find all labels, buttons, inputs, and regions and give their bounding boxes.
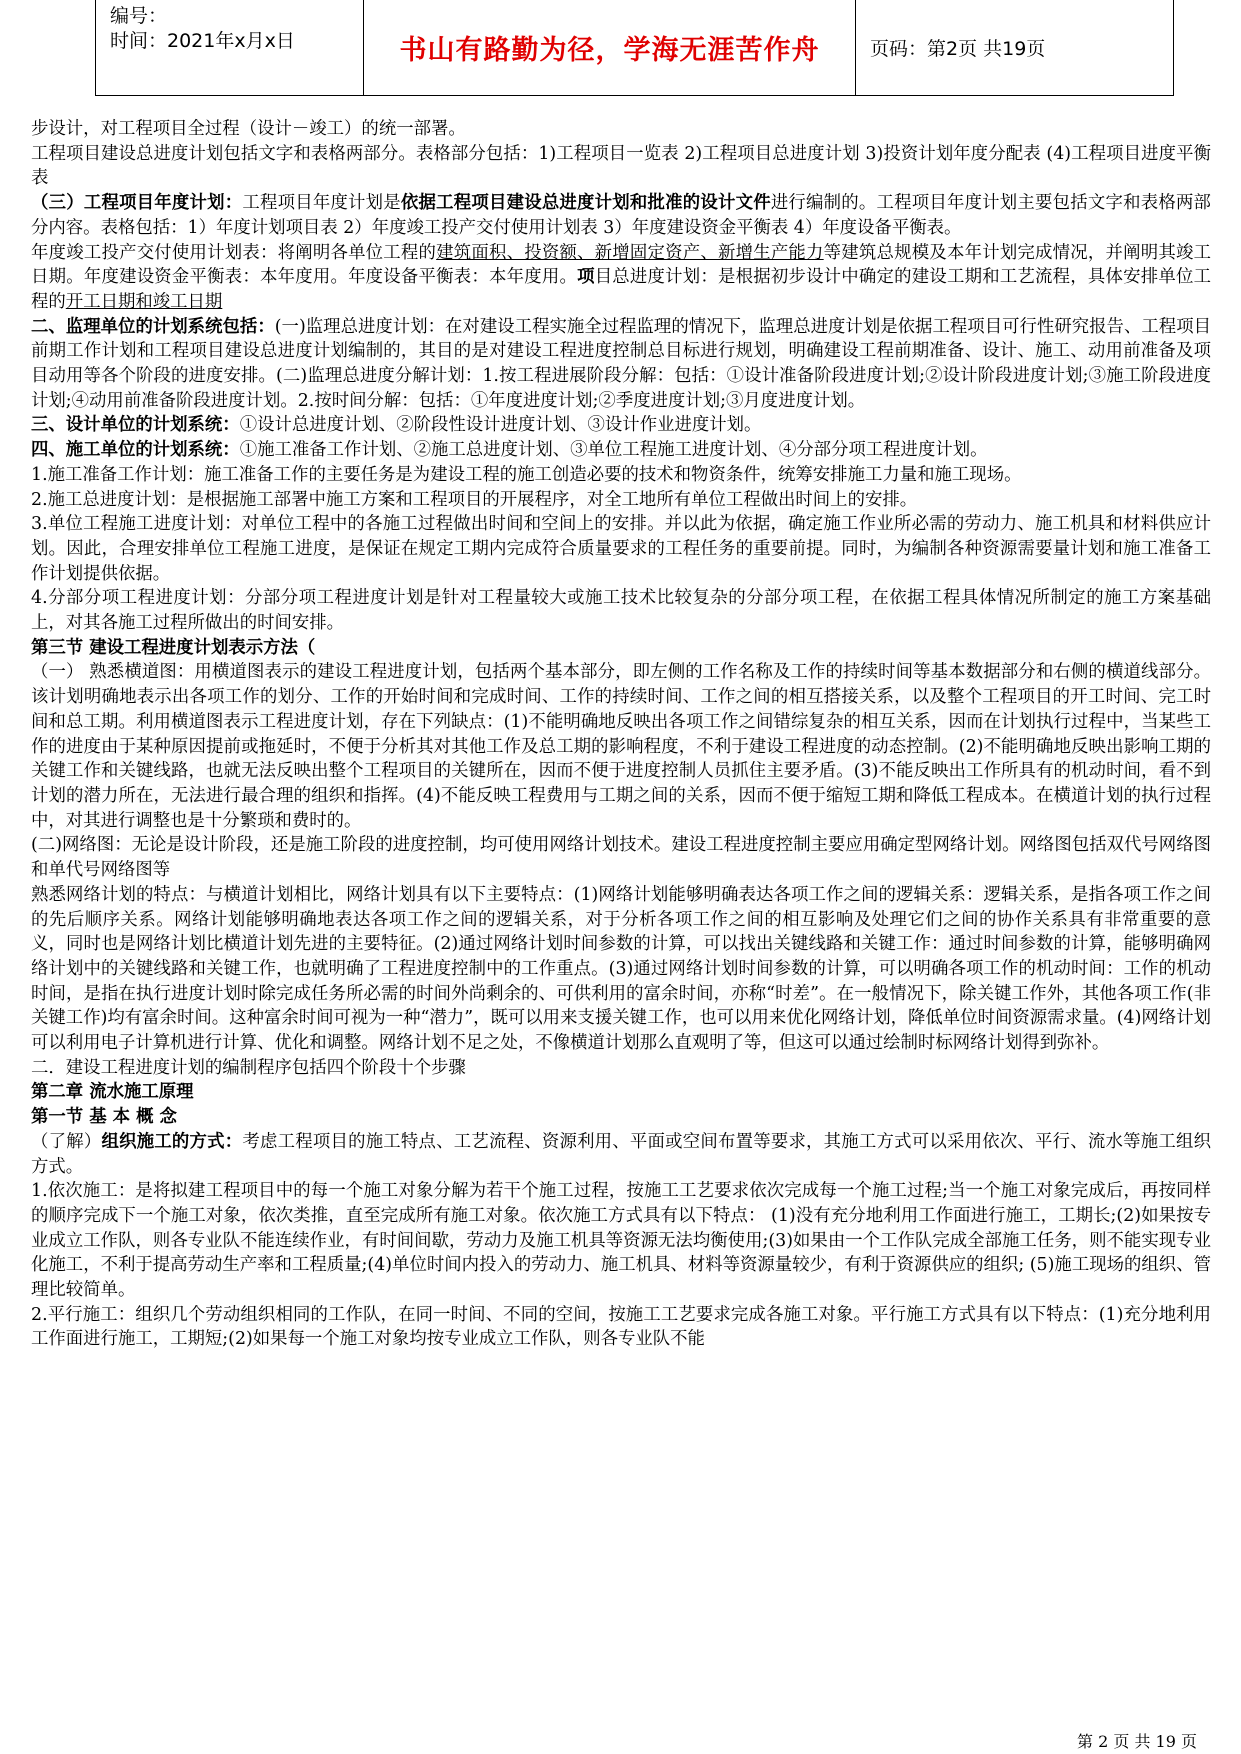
paragraph: 四、施工单位的计划系统：①施工准备工作计划、②施工总进度计划、③单位工程施工进度计划、④分部分项工程进度计划。	[31, 440, 988, 461]
paragraph: 二、监理单位的计划系统包括：(一)监理总进度计划：在对建设工程实施全过程监理的情况下，监理总进度计划是依据工程项目可行性研究报告、工程项目前期工作计划和工程项目建设总进度计划编制的，其目的是对建设工程进度控制总目标进行规划，明确建设工程前期准备、设计、施工、动用前准备及项目动用等各个阶段的进度安排。(二)监理总进度分解计划：1.按工程进展阶段分解：包括：①设计准备阶段进度计划;②设计阶段进度计划;③施工阶段进度计划;④动用前准备阶段进度计划。2.按时间分解：包括：①年度进度计划;②季度进度计划;③月度进度计划。	[31, 316, 1211, 411]
paragraph: 二．建设工程进度计划的编制程序包括四个阶段十个步骤	[31, 1057, 466, 1078]
paragraph: 1.依次施工：是将拟建工程项目中的每一个施工对象分解为若干个施工过程，按施工工艺要求依次完成每一个施工过程;当一个施工对象完成后，再按同样的顺序完成下一个施工对象，依次类推，直至完成所有施工对象。依次施工方式具有以下特点： (1)没有充分地利用工作面进行施工，工期长;(2)如果按专业成立工作队，则各专业队不能连续作业，有时间间歇，劳动力及施工机具等资源无法均衡使用;(3)如果由一个工作队完成全部施工任务，则不能实现专业化施工，不利于提高劳动生产率和工程质量;(4)单位时间内投入的劳动力、施工机具、材料等资源量较少，有利于资源供应的组织; (5)施工现场的组织、管理比较简单。	[31, 1181, 1211, 1301]
paragraph: （一） 熟悉横道图：用横道图表示的建设工程进度计划，包括两个基本部分，即左侧的工作名称及工作的持续时间等基本数据部分和右侧的横道线部分。该计划明确地表示出各项工作的划分、工作的开始时间和完成时间、工作的持续时间、工作之间的相互搭接关系，以及整个工程项目的开工时间、完工时间和总工期。利用横道图表示工程进度计划，存在下列缺点：(1)不能明确地反映出各项工作之间错综复杂的相互关系，因而在计划执行过程中，当某些工作的进度由于某种原因提前或拖延时，不便于分析其对其他工作及总工期的影响程度，不利于建设工程进度的动态控制。(2)不能明确地反映出影响工期的关键工作和关键线路，也就无法反映出整个工程项目的关键所在，因而不便于进度控制人员抓住主要矛盾。(3)不能反映出工作所具有的机动时间，看不到计划的潜力所在，无法进行最合理的组织和指挥。(4)不能反映工程费用与工期之间的关系，因而不便于缩短工期和降低工程成本。在横道计划的执行过程中，对其进行调整也是十分繁琐和费时的。	[31, 662, 1211, 831]
paragraph: 年度竣工投产交付使用计划表：将阐明各单位工程的建筑面积、投资额、新增固定资产、新增生产能力等建筑总规模及本年计划完成情况，并阐明其竣工日期。年度建设资金平衡表：本年度用。年度设备平衡表：本年度用。项目总进度计划：是根据初步设计中确定的建设工期和工艺流程，具体安排单位工程的开工日期和竣工日期	[31, 242, 1211, 312]
chapter-title: 第二章 流水施工原理	[31, 1082, 194, 1103]
section-heading: （三）工程项目年度计划：	[31, 193, 243, 214]
paragraph: 4.分部分项工程进度计划：分部分项工程进度计划是针对工程量较大或施工技术比较复杂的分部分项工程，在依据工程具体情况所制定的施工方案基础上，对其各施工过程所做出的时间安排。	[31, 588, 1211, 634]
section-heading: 四、施工单位的计划系统：	[31, 440, 240, 461]
header-motto: 书山有路勤为径，学海无涯苦作舟	[364, 0, 856, 95]
paragraph: 3.单位工程施工进度计划：对单位工程中的各施工过程做出时间和空间上的安排。并以此为依据，确定施工作业所必需的劳动力、施工机具和材料供应计划。因此，合理安排单位工程施工进度，是保证在规定工期内完成符合质量要求的工程任务的重要前提。同时，为编制各种资源需要量计划和施工准备工作计划提供依据。	[31, 514, 1211, 584]
page-header	[95, 0, 1174, 96]
section-heading: 二、监理单位的计划系统包括：	[31, 316, 275, 337]
time-label: 时间：2021年x月x日	[110, 30, 295, 52]
paragraph: （三）工程项目年度计划：工程项目年度计划是依据工程项目建设总进度计划和批准的设计文件进行编制的。工程项目年度计划主要包括文字和表格两部分内容。表格包括：1）年度计划项目表 2）年度竣工投产交付使用计划表 3）年度建设资金平衡表 4）年度设备平衡表。	[31, 193, 1211, 238]
page-footer: 第 2 页 共 19 页	[1077, 1732, 1197, 1751]
header-info	[96, 0, 364, 95]
paragraph: （了解）组织施工的方式：考虑工程项目的施工特点、工艺流程、资源利用、平面或空间布置等要求，其施工方式可以采用依次、平行、流水等施工组织方式。	[31, 1131, 1211, 1177]
paragraph: 2.平行施工：组织几个劳动组织相同的工作队，在同一时间、不同的空间，按施工工艺要求完成各施工对象。平行施工方式具有以下特点：(1)充分地利用工作面进行施工，工期短;(2)如果每一个施工对象均按专业成立工作队，则各专业队不能	[31, 1304, 1211, 1350]
section-title: 第三节 建设工程进度计划表示方法（	[31, 637, 316, 658]
header-page-label: 页码：第2页 共19页	[870, 38, 1046, 60]
section-heading: 组织施工的方式：	[101, 1131, 243, 1152]
paragraph: 步设计，对工程项目全过程（设计－竣工）的统一部署。	[31, 119, 466, 139]
paragraph: 1.施工准备工作计划：施工准备工作的主要任务是为建设工程的施工创造必要的技术和物资条件，统筹安排施工力量和施工现场。	[31, 464, 1022, 485]
paragraph: 工程项目建设总进度计划包括文字和表格两部分。表格部分包括：1)工程项目一览表 2)工程项目总进度计划 3)投资计划年度分配表 (4)工程项目进度平衡表	[31, 143, 1211, 189]
paragraph: 熟悉网络计划的特点：与横道计划相比，网络计划具有以下主要特点：(1)网络计划能够明确表达各项工作之间的逻辑关系：逻辑关系，是指各项工作之间的先后顺序关系。网络计划能够明确地表达各项工作之间的逻辑关系，对于分析各项工作之间的相互影响及处理它们之间的协作关系具有非常重要的意义，同时也是网络计划比横道计划先进的主要特征。(2)通过网络计划时间参数的计算，可以找出关键线路和关键工作：通过时间参数的计算，能够明确网络计划中的关键线路和关键工作，也就明确了工程进度控制中的工作重点。(3)通过网络计划时间参数的计算，可以明确各项工作的机动时间：工作的机动时间，是指在执行进度计划时除完成任务所必需的时间外尚剩余的、可供利用的富余时间，亦称“时差”。在一般情况下，除关键工作外，其他各项工作(非关键工作)均有富余时间。这种富余时间可视为一种“潜力”，既可以用来支援关键工作，也可以用来优化网络计划，降低单位时间资源需求量。(4)网络计划可以利用电子计算机进行计算、优化和调整。网络计划不足之处，不像横道计划那么直观明了等，但这可以通过绘制时标网络计划得到弥补。	[31, 884, 1211, 1054]
paragraph: 三、设计单位的计划系统：①设计总进度计划、②阶段性设计进度计划、③设计作业进度计划。	[31, 415, 762, 436]
document-body	[31, 117, 1211, 1352]
section-title: 第一节 基 本 概 念	[31, 1107, 177, 1128]
section-heading: 三、设计单位的计划系统：	[31, 415, 240, 436]
paragraph: 2.施工总进度计划：是根据施工部署中施工方案和工程项目的开展程序，对全工地所有单位工程做出时间上的安排。	[31, 489, 918, 510]
paragraph: (二)网络图：无论是设计阶段，还是施工阶段的进度控制，均可使用网络计划技术。建设工程进度控制主要应用确定型网络计划。网络图包括双代号网络图和单代号网络图等	[31, 835, 1211, 881]
serial-label: 编号：	[110, 5, 168, 27]
